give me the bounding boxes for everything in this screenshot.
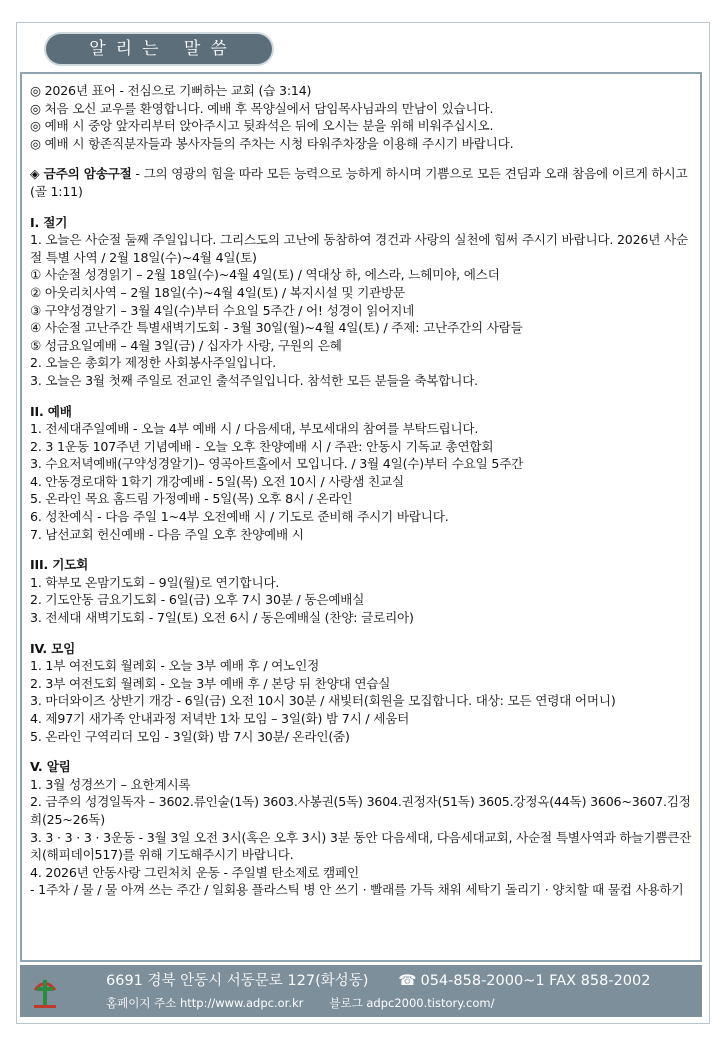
list-item: ② 아웃리치사역 – 2월 18일(수)~4월 4일(토) / 복지시설 및 기관방문 — [30, 284, 406, 300]
section-title: II. 예배 — [30, 403, 72, 419]
section-title: I. 절기 — [30, 214, 68, 230]
homepage-link[interactable]: 홈페이지 주소 http://www.adpc.or.kr — [106, 996, 304, 1010]
memory-verse-text: - 그의 영광의 힘을 따라 모든 능력으로 능하게 하시며 기쁨으로 모든 견딤과 오래 참음에 이르게 하시고(골 1:11) — [30, 166, 688, 199]
footer-bar — [20, 965, 702, 1017]
phone-icon: ☎ — [398, 973, 417, 989]
list-item: 3. 마더와이즈 상반기 개강 - 6일(금) 오전 10시 30분 / 새빛터(회원을 모집합니다. 대상: 모든 연령대 어머니) — [30, 693, 616, 709]
list-item: 3. 수요저녁예배(구약성경알기)– 영곡아트홀에서 모입니다. / 3월 4일(수)부터 수요일 5주간 — [30, 456, 524, 472]
list-item: 2. 오늘은 총회가 제정한 사회봉사주일입니다. — [30, 355, 277, 371]
list-item: 4. 2026년 안동사랑 그린처치 운동 - 주일별 탄소제로 캠페인 — [30, 864, 359, 880]
church-cross-logo-icon — [32, 975, 58, 1009]
list-item: 5. 온라인 구역리더 모임 - 3일(화) 밤 7시 30분/ 온라인(줌) — [30, 728, 350, 744]
list-item: 5. 온라인 목요 홈드림 가정예배 - 5일(목) 오후 8시 / 온라인 — [30, 491, 353, 507]
list-item: 2. 기도안동 금요기도회 - 6일(금) 오후 7시 30분 / 동은예배실 — [30, 592, 365, 608]
section-title: V. 알림 — [30, 759, 71, 775]
list-item: ③ 구약성경알기 – 3월 4일(수)부터 수요일 5주간 / 어! 성경이 읽어지네 — [30, 302, 415, 318]
list-item: ⑤ 성금요일예배 – 4월 3일(금) / 십자가 사랑, 구원의 은혜 — [30, 337, 342, 353]
church-address-line — [106, 971, 650, 991]
memory-verse — [30, 165, 692, 200]
intro-line: ◎ 처음 오신 교우를 환영합니다. 예배 후 목양실에서 담임목사님과의 만남이 있습니다. — [30, 100, 494, 116]
list-item: 3. 전세대 새벽기도회 - 7일(토) 오전 6시 / 동은예배실 (찬양: 글로리아) — [30, 610, 414, 626]
list-item: 4. 제97기 새가족 안내과정 저녁반 1차 모임 – 3일(화) 밤 7시 / 세움터 — [30, 711, 410, 726]
list-item: - 1주차 / 물 / 물 아껴 쓰는 주간 / 일회용 플라스틱 병 안 쓰기 · 빨래를 가득 채워 세탁기 돌리기 · 양치할 때 물컵 사용하기 — [30, 882, 684, 898]
list-item: 6. 성찬예식 - 다음 주일 1~4부 오전예배 시 / 기도로 준비해 주시기 바랍니다. — [30, 509, 449, 525]
list-item: ① 사순절 성경읽기 – 2월 18일(수)~4월 4일(토) / 역대상 하, 에스라, 느헤미야, 에스더 — [30, 267, 500, 283]
section-title: III. 기도회 — [30, 557, 89, 573]
list-item: 4. 안동경로대학 1학기 개강예배 - 5일(목) 오전 10시 / 사랑샘 친교실 — [30, 473, 404, 489]
intro-line: ◎ 예배 시 중앙 앞자리부터 앉아주시고 뒷좌석은 뒤에 오시는 분을 위해 비워주십시오. — [30, 118, 494, 134]
list-item: 1. 오늘은 사순절 둘째 주일입니다. 그리스도의 고난에 동참하여 경건과 사랑의 실천에 힘써 주시기 바랍니다. 2026년 사순절 특별 사역 / 2월 18일(수)~4월 4일(토) — [30, 232, 688, 265]
church-address: 6691 경북 안동시 서동문로 127(화성동) — [106, 973, 369, 989]
church-web-line — [106, 995, 495, 1011]
list-item: 3. 오늘은 3월 첫째 주일로 전교인 출석주일입니다. 참석한 모든 분들을 축복합니다. — [30, 372, 478, 388]
memory-verse-label: ◈ 금주의 암송구절 — [30, 166, 132, 182]
list-item: ④ 사순절 고난주간 특별새벽기도회 - 3월 30일(월)~4월 4일(토) / 주제: 고난주간의 사람들 — [30, 320, 523, 336]
list-item: 2. 금주의 성경일독자 – 3602.류인술(1독) 3603.사봉권(5독) 3604.권정자(51독) 3605.강정옥(44독) 3606~3607.김정희(25~26독) — [30, 794, 691, 827]
list-item: 1. 1부 여전도회 월례회 - 오늘 3부 예배 후 / 여노인정 — [30, 658, 320, 674]
blog-link[interactable]: 블로그 adpc2000.tistory.com/ — [329, 996, 495, 1010]
intro-line: ◎ 예배 시 항존직분자들과 봉사자들의 주차는 시청 타워주차장을 이용해 주시기 바랍니다. — [30, 135, 514, 151]
list-item: 1. 3월 성경쓰기 – 요한계시록 — [30, 776, 191, 792]
list-item: 3. 3 · 3 · 3 · 3운동 - 3월 3일 오전 3시(혹은 오후 3시) 3분 동안 다음세대, 다음세대교회, 사순절 특별사역과 하늘기쁨큰잔치(해피데이517)를 위해 기도해주시기 바랍니다. — [30, 829, 692, 863]
list-item: 1. 학부모 온맘기도회 – 9일(월)로 연기합니다. — [30, 574, 280, 590]
announcement-box — [20, 72, 702, 962]
church-phone: 054-858-2000~1 FAX 858-2002 — [420, 973, 651, 989]
intro-line: ◎ 2026년 표어 - 전심으로 기뻐하는 교회 (습 3:14) — [30, 83, 312, 98]
list-item: 2. 3 1운동 107주년 기념예배 - 오늘 오후 찬양예배 시 / 주관: 안동시 기독교 총연합회 — [30, 438, 494, 454]
list-item: 1. 전세대주일예배 - 오늘 4부 예배 시 / 다음세대, 부모세대의 참여를 부탁드립니다. — [30, 421, 479, 437]
page-title: 알리는 말씀 — [89, 39, 237, 59]
header-title-pill — [46, 34, 272, 64]
list-item: 7. 남선교회 헌신예배 - 다음 주일 오후 찬양예배 시 — [30, 526, 304, 542]
section-title: IV. 모임 — [30, 640, 76, 656]
list-item: 2. 3부 여전도회 월례회 - 오늘 3부 예배 후 / 본당 뒤 찬양대 연습실 — [30, 675, 391, 691]
